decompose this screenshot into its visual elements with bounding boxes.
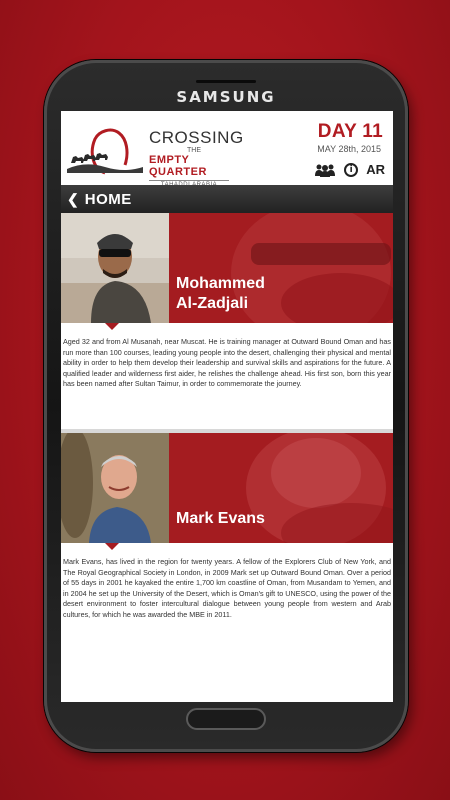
profile-name-line1: Mark Evans <box>176 510 265 527</box>
speaker-grille <box>196 80 256 83</box>
users-icon[interactable] <box>314 163 336 177</box>
nav-bar <box>61 185 393 213</box>
portrait-mohammed <box>61 213 169 323</box>
profile-bio-mark: Mark Evans, has lived in the region for twenty years. A fellow of the Explorers Club of New York, and The Royal Geographical Society in London, in 2009 Mark set up Outward Bound Oman. Over a period of 55 days in 2001 he kayaked the entire 1,700 km coastline of Oman, from Musandam to Yemen, and in 2004 he set up the University of the Desert, which is Oman's gift to UNESCO, using the power of the desert environment to foster intercultural dialogue between young people from western and Arab cultures, for which he was awarded the MBE in 2011. <box>63 557 391 619</box>
app-screen <box>61 111 393 702</box>
back-chevron-icon[interactable]: ❮ <box>67 190 79 207</box>
app-logo[interactable] <box>65 123 244 178</box>
logo-wordmark <box>149 128 244 188</box>
app-header <box>61 111 393 185</box>
device-brand: SAMSUNG <box>176 88 276 106</box>
nav-title-home[interactable]: HOME <box>84 190 132 208</box>
camel-caravan-logo-art <box>65 123 145 178</box>
language-toggle-button[interactable]: AR <box>366 162 385 177</box>
logo-text-crossing: CROSSING <box>149 128 244 147</box>
profile-name-line1: Mohammed <box>176 275 265 292</box>
header-actions <box>314 162 385 177</box>
current-date: MAY 28th, 2015 <box>317 144 381 154</box>
profile-name <box>176 274 265 314</box>
home-hardware-button[interactable] <box>186 708 266 730</box>
day-counter: DAY 11 <box>317 121 383 142</box>
profile-banner-mark[interactable] <box>61 433 393 543</box>
logo-text-the: THE <box>187 147 201 154</box>
portrait-mark <box>61 433 169 543</box>
profile-bio-mohammed: Aged 32 and from Al Musanah, near Muscat. He is training manager at Outward Bound Oman and has run more than 100 courses, leading young people into the desert, challenging their physical and mental ability in order to help them develop their leadership and survival skills and aspirations for the future. A qualified leader and wilderness first aider, he relishes the challenge ahead. His first son, born this year has been named after Sultan Taimur, in order to commemorate the journey. <box>63 337 391 388</box>
profile-name <box>176 509 265 529</box>
logo-text-empty-quarter: EMPTY QUARTER <box>149 154 207 178</box>
info-icon[interactable]: i <box>344 163 358 177</box>
profile-banner-mohammed[interactable] <box>61 213 393 323</box>
profile-name-line2: Al-Zadjali <box>176 295 249 312</box>
